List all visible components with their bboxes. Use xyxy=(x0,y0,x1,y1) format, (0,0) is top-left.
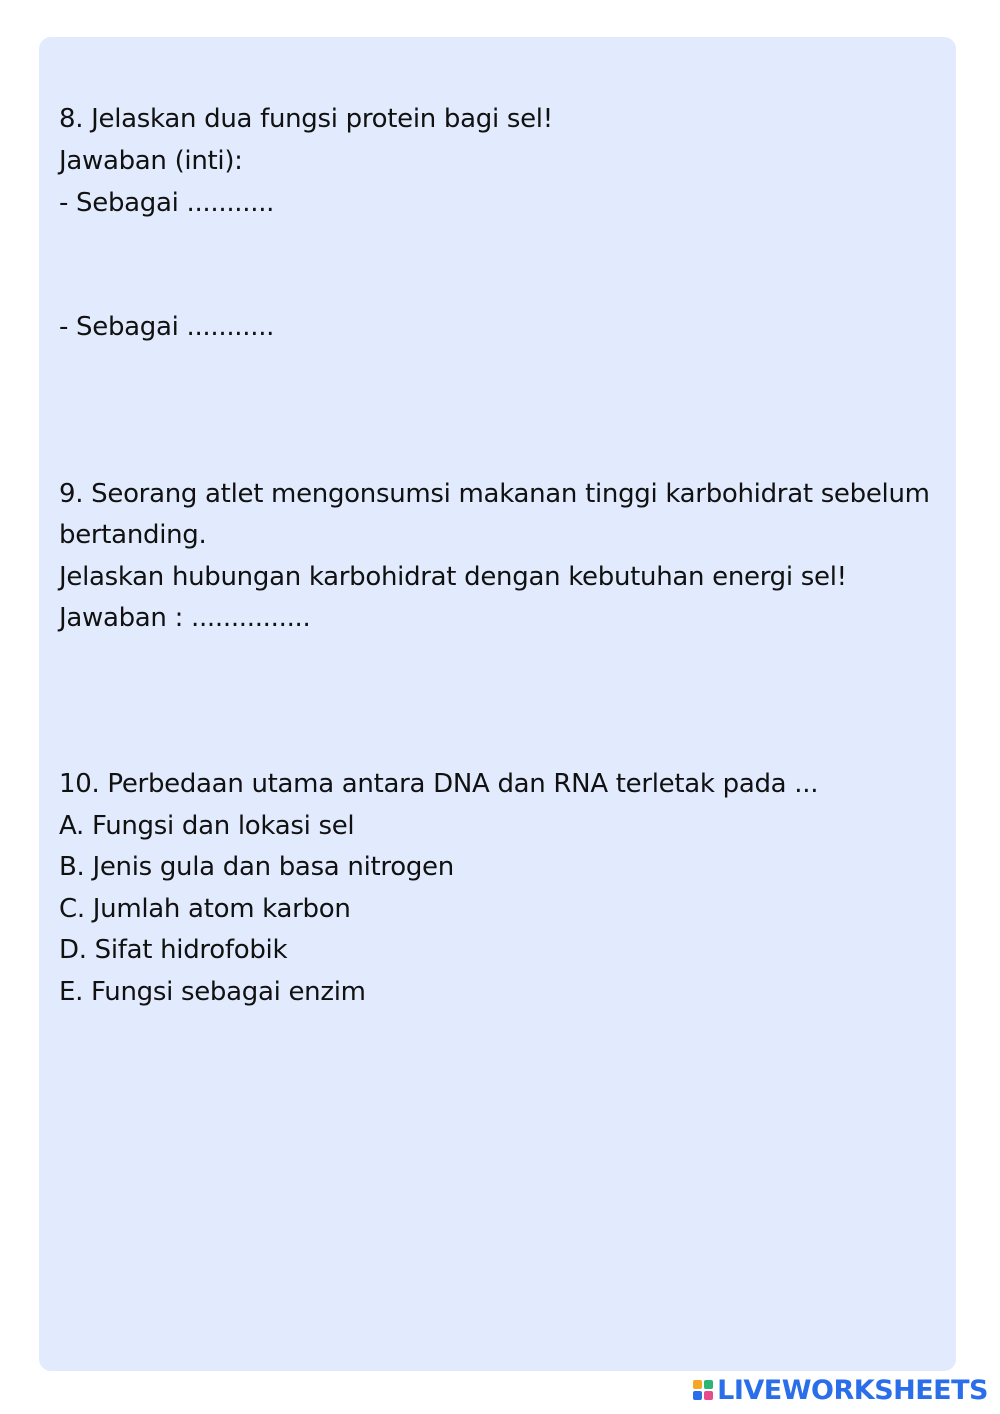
question-9-text-line-1: 9. Seorang atlet mengonsumsi makanan tinggi karbohidrat sebelum xyxy=(59,479,930,509)
footer-brand xyxy=(693,1374,988,1406)
question-10-text: 10. Perbedaan utama antara DNA dan RNA terletak pada ... xyxy=(59,769,819,799)
question-8-blank-1[interactable]: - Sebagai ........... xyxy=(59,188,275,218)
question-9-text-line-2: bertanding. xyxy=(59,520,207,550)
option-a[interactable]: A. Fungsi dan lokasi sel xyxy=(59,811,355,841)
option-b[interactable]: B. Jenis gula dan basa nitrogen xyxy=(59,852,454,882)
option-d[interactable]: D. Sifat hidrofobik xyxy=(59,935,288,965)
option-c[interactable]: C. Jumlah atom karbon xyxy=(59,894,351,924)
question-8-text: 8. Jelaskan dua fungsi protein bagi sel! xyxy=(59,104,553,134)
question-8-answer-label: Jawaban (inti): xyxy=(59,146,243,176)
question-8-blank-2[interactable]: - Sebagai ........... xyxy=(59,312,275,342)
question-9-answer-blank[interactable]: Jawaban : ............... xyxy=(59,603,311,633)
liveworksheets-logo-icon xyxy=(693,1380,713,1400)
question-9-text-line-3: Jelaskan hubungan karbohidrat dengan kebutuhan energi sel! xyxy=(59,562,847,592)
brand-name: LIVEWORKSHEETS xyxy=(717,1374,988,1406)
worksheet-panel xyxy=(39,37,956,1371)
option-e[interactable]: E. Fungsi sebagai enzim xyxy=(59,977,366,1007)
